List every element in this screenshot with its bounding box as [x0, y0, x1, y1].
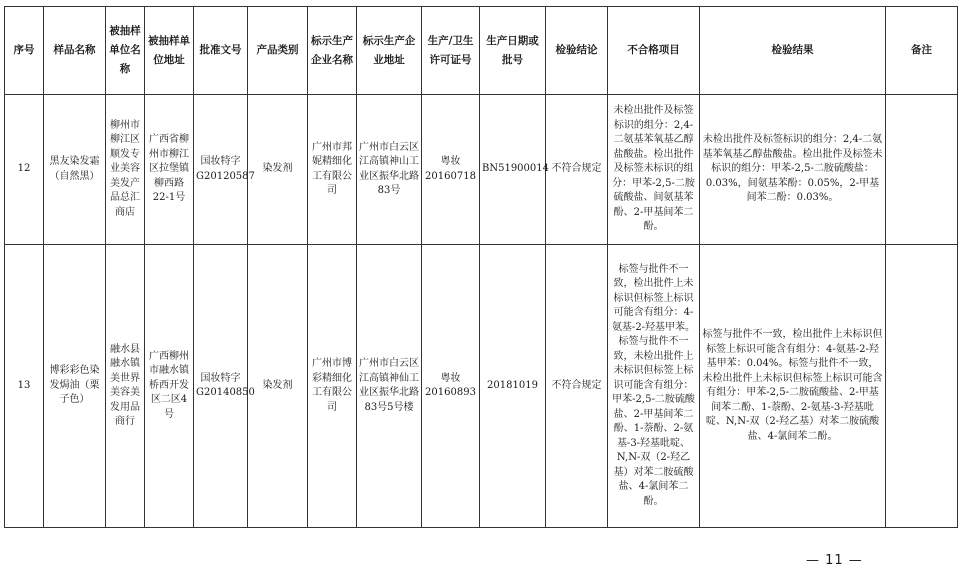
cell-batch: BN51900014 — [480, 95, 546, 245]
header-sampled-address: 被抽样单位地址 — [145, 7, 194, 95]
cell-defect: 未检出批件及标签标识的组分：2,4-二氨基苯氧基乙醇盐酸盐。检出批件及标签未标识的组分：甲苯-2,5-二胺硫酸盐、间氨基苯酚、2-甲基间苯二酚。 — [608, 95, 700, 245]
cell-approval-no: 国妆特字G20120587 — [194, 95, 248, 245]
cell-conclusion: 不符合规定 — [546, 95, 608, 245]
cell-manufacturer-address: 广州市白云区江高镇神山工业区振华北路83号 — [357, 95, 422, 245]
header-approval-no: 批准文号 — [194, 7, 248, 95]
cell-batch: 20181019 — [480, 245, 546, 528]
header-batch: 生产日期或批号 — [480, 7, 546, 95]
cell-remark — [886, 245, 958, 528]
header-license-no: 生产/卫生许可证号 — [422, 7, 480, 95]
cell-result: 未检出批件及标签标识的组分：2,4-二氨基苯氧基乙醇盐酸盐。检出批件及标签未标识的组分：甲苯-2,5-二胺硫酸盐：0.03%，间氨基苯酚：0.05%，2-甲基间苯二酚：0.03%。 — [700, 95, 886, 245]
cell-category: 染发剂 — [248, 245, 308, 528]
header-manufacturer-address: 标示生产企业地址 — [357, 7, 422, 95]
table-row — [5, 95, 958, 245]
cell-defect: 标签与批件不一致，检出批件上未标识但标签上标识可能含有组分：4-氨基-2-羟基甲苯。标签与批件不一致，未检出批件上未标识但标签上标识可能含有组分：甲苯-2,5-二胺硫酸盐、2-甲基间苯二酚、1-萘酚、2-氨基-3-羟基吡啶、N,N-双（2-羟乙基）对苯二胺硫酸盐、4-氯间苯二酚。 — [608, 245, 700, 528]
table-row — [5, 245, 958, 528]
header-seq: 序号 — [5, 7, 44, 95]
cell-seq: 12 — [5, 95, 44, 245]
cell-result: 标签与批件不一致，检出批件上未标识但标签上标识可能含有组分：4-氨基-2-羟基甲苯：0.04%。标签与批件不一致，未检出批件上未标识但标签上标识可能含有组分：甲苯-2,5-二胺硫酸盐、2-甲基间苯二酚、1-萘酚、2-氨基-3-羟基吡啶、N,N-双（2-羟乙基）对苯二胺硫酸盐、4-氯间苯二酚。 — [700, 245, 886, 528]
cell-sampled-unit: 柳州市柳江区顺发专业美容美发产品总汇商店 — [106, 95, 145, 245]
page-number: — 11 — — [806, 553, 863, 568]
cell-sampled-unit: 融水县融水镇美世界美容美发用品商行 — [106, 245, 145, 528]
header-row — [5, 7, 958, 95]
header-sample-name: 样品名称 — [44, 7, 106, 95]
cell-manufacturer-address: 广州市白云区江高镇神仙工业区振华北路83号5号楼 — [357, 245, 422, 528]
cell-category: 染发剂 — [248, 95, 308, 245]
cell-license-no: 粤妆20160893 — [422, 245, 480, 528]
header-result: 检验结果 — [700, 7, 886, 95]
cell-manufacturer: 广州市博彩精细化工有限公司 — [308, 245, 357, 528]
header-conclusion: 检验结论 — [546, 7, 608, 95]
inspection-results-table — [4, 6, 958, 528]
header-manufacturer: 标示生产企业名称 — [308, 7, 357, 95]
cell-conclusion: 不符合规定 — [546, 245, 608, 528]
cell-remark — [886, 95, 958, 245]
cell-sampled-address: 广西柳州市融水镇桥西开发区二区4号 — [145, 245, 194, 528]
cell-sample-name: 黑友染发霜（自然黑） — [44, 95, 106, 245]
header-category: 产品类别 — [248, 7, 308, 95]
header-defect: 不合格项目 — [608, 7, 700, 95]
cell-sample-name: 博彩彩色染发焗油（栗子色） — [44, 245, 106, 528]
cell-approval-no: 国妆特字G20140850 — [194, 245, 248, 528]
cell-seq: 13 — [5, 245, 44, 528]
cell-sampled-address: 广西省柳州市柳江区拉堡镇柳西路22-1号 — [145, 95, 194, 245]
header-sampled-unit: 被抽样单位名称 — [106, 7, 145, 95]
cell-license-no: 粤妆20160718 — [422, 95, 480, 245]
cell-manufacturer: 广州市邦妮精细化工有限公司 — [308, 95, 357, 245]
header-remark: 备注 — [886, 7, 958, 95]
